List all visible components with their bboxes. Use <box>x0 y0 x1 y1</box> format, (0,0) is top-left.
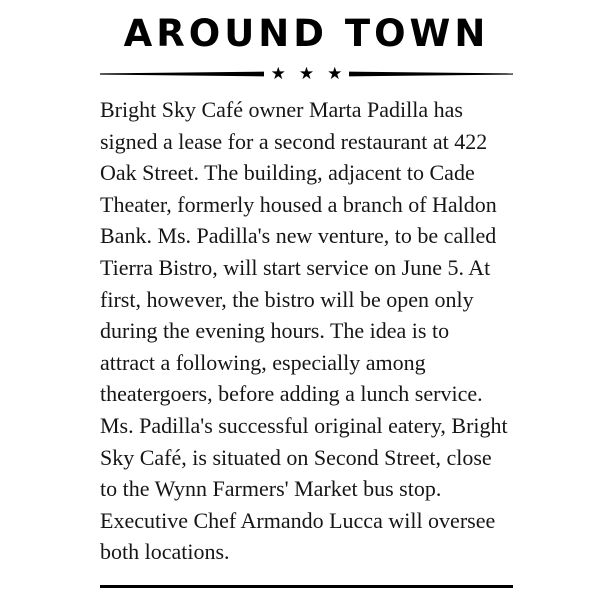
article-line: attract a following, especially among <box>100 349 426 375</box>
article-column <box>100 0 513 568</box>
article-line: theatergoers, before adding a lunch service. <box>100 381 483 407</box>
masthead-divider <box>100 62 513 86</box>
article-line: first, however, the bistro will be open only <box>100 286 474 312</box>
divider-left-rule <box>100 68 264 80</box>
article-line: during the evening hours. The idea is to <box>100 318 450 344</box>
article-line: signed a lease for a second restaurant at 422 <box>100 128 488 154</box>
divider-right-rule <box>349 68 513 80</box>
star-icon: ★ <box>327 63 343 84</box>
article-line: Bright Sky Café owner Marta Padilla has <box>100 97 463 122</box>
article-line: Bank. Ms. Padilla's new venture, to be called <box>100 223 497 249</box>
divider-stars <box>264 63 349 84</box>
article-line: to the Wynn Farmers' Market bus stop. <box>100 476 442 502</box>
article-line: Sky Café, is situated on Second Street, close <box>100 444 492 470</box>
star-icon: ★ <box>298 63 315 84</box>
article-line: Theater, formerly housed a branch of Haldon <box>100 191 497 217</box>
article-line: Tierra Bistro, will start service on June 5. At <box>100 254 491 280</box>
article-line: both locations. <box>100 539 230 565</box>
article-body <box>100 94 513 568</box>
masthead-title: AROUND TOWN <box>123 12 490 55</box>
article-line: Executive Chef Armando Lucca will oversee <box>100 507 496 533</box>
article-line: Oak Street. The building, adjacent to Cade <box>100 160 475 186</box>
article-line: Ms. Padilla's successful original eatery, Bright <box>100 412 508 438</box>
star-icon: ★ <box>270 63 286 84</box>
bottom-rule <box>100 585 513 588</box>
